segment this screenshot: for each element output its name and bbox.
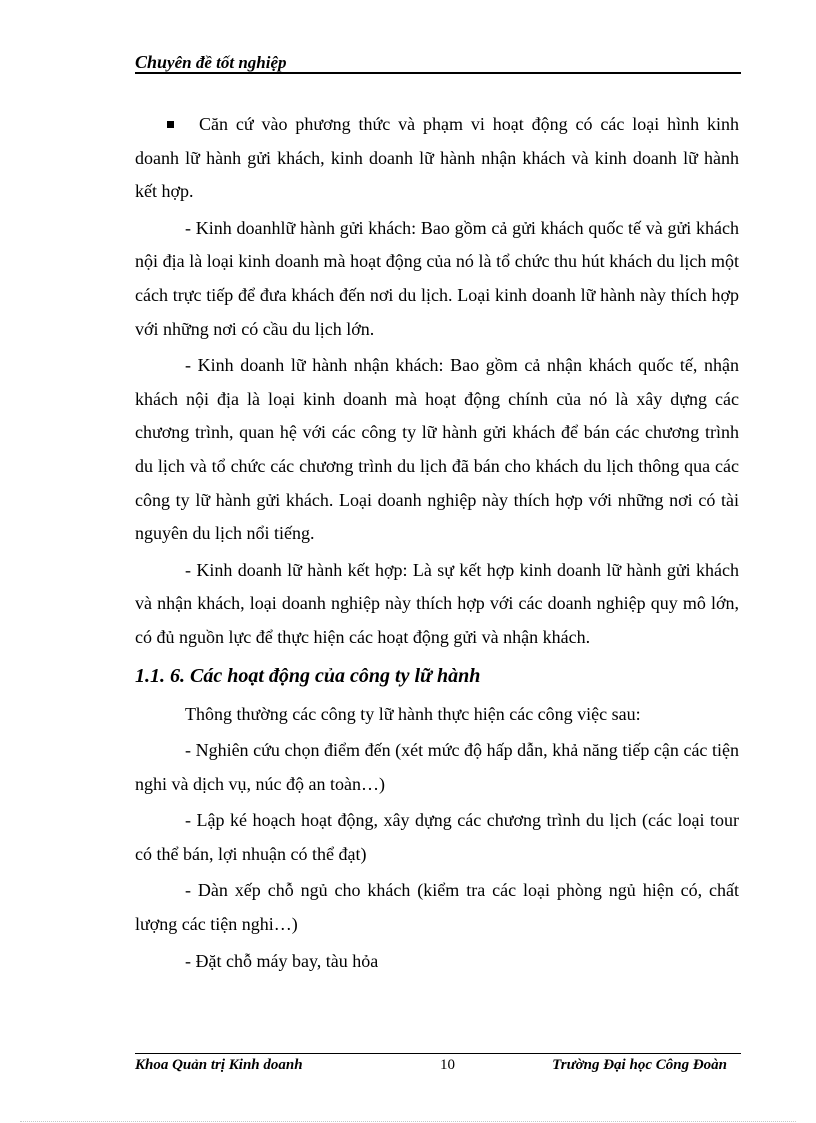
page-header (135, 50, 741, 74)
paragraph-accommodation: - Dàn xếp chỗ ngủ cho khách (kiểm tra các loại phòng ngủ hiện có, chất lượng các tiện nghi…) (135, 880, 739, 935)
square-bullet-icon (167, 121, 174, 128)
header-title-rest: yên đề tốt nghiệp (167, 53, 287, 72)
footer-university: Trường Đại học Công Đoàn (552, 1057, 727, 1073)
page-number: 10 (440, 1057, 455, 1073)
bullet-text: Căn cứ vào phương thức và phạm vi hoạt động có các loại hình kinh doanh lữ hành gửi khách, kinh doanh lữ hành nhận khách và kinh doanh lữ hành kết hợp. (135, 114, 739, 202)
paragraph-booking: - Đặt chỗ máy bay, tàu hỏa (185, 950, 379, 971)
section-heading: 1.1. 6. Các hoạt động của công ty lữ hành (135, 664, 481, 687)
bullet-paragraph (135, 108, 739, 209)
page-footer (135, 1057, 741, 1079)
paragraph-planning: - Lập ké hoạch hoạt động, xây dựng các chương trình du lịch (các loại tour có thể bán, lợi nhuận có thể đạt) (135, 810, 739, 864)
paragraph-combined: - Kinh doanh lữ hành kết hợp: Là sự kết hợp kinh doanh lữ hành gửi khách và nhận khách, loại doanh nghiệp này thích hợp với các doanh nghiệp quy mô lớn, có đủ nguồn lực để thực hiện các hoạt động gửi và nhận khách. (135, 559, 739, 647)
header-title-lead: Chu (135, 52, 168, 72)
paragraph-research: - Nghiên cứu chọn điểm đến (xét mức độ hấp dẫn, khả năng tiếp cận các tiện nghi và dịch vụ, núc độ an toàn…) (135, 740, 739, 794)
paragraph-outbound: - Kinh doanhlữ hành gửi khách: Bao gồm cả gửi khách quốc tế và gửi khách nội địa là loại kinh doanh mà hoạt động của nó là tổ chức thu hút khách du lịch một cách trực tiếp để đưa khách đến nơi du lịch. Loại kinh doanh lữ hành này thích hợp với những nơi có cầu du lịch lớn. (135, 217, 739, 339)
document-body (135, 108, 739, 981)
page-edge-divider (20, 1121, 796, 1122)
footer-divider (135, 1053, 741, 1054)
paragraph-inbound: - Kinh doanh lữ hành nhận khách: Bao gồm cả nhận khách quốc tế, nhận khách nội địa là loại kinh doanh mà hoạt động chính của nó là xây dựng các chương trình, quan hệ với các công ty lữ hành gửi khách để bán các chương trình du lịch và tổ chức các chương trình du lịch đã bán cho khách du lịch thông qua các công ty lữ hành gửi khách. Loại doanh nghiệp này thích hợp với những nơi có tài nguyên du lịch nổi tiếng. (135, 355, 739, 544)
header-title (135, 52, 287, 73)
paragraph-intro: Thông thường các công ty lữ hành thực hiện các công việc sau: (185, 703, 641, 724)
footer-faculty: Khoa Quản trị Kinh doanh (135, 1057, 303, 1073)
